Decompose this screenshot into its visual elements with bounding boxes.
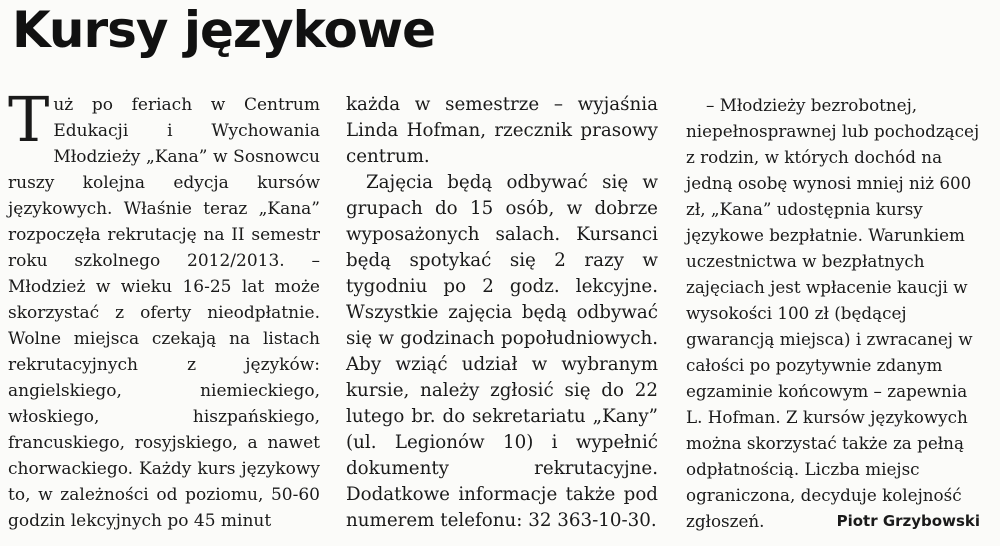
paragraph-intro: uż po feriach w Centrum Edukacji i Wychowania Młodzieży „Kana” w Sosnowcu ruszy kolejna edycja kursów językowych. Właśnie teraz „Kana” rozpoczęła rekrutację na II semestr roku szkolnego 2012/2013. – Młodzież w wieku 16-25 lat może skorzystać z oferty nieodpłatnie. Wolne miejsca czekają na listach rekrutacyjnych z języków: angielskiego, niemieckiego, włoskiego, hiszpańskiego, francuskiego, rosyjskiego, a nawet chorwackiego. Każdy kurs językowy to, w zależności od poziomu, 50-60 godzin lekcyjnych po 45 minut — [8, 95, 320, 531]
headline: Kursy językowe — [12, 1, 435, 59]
drop-cap: T — [8, 83, 50, 156]
column-3 — [686, 92, 980, 534]
author-byline: Piotr Grzybowski — [836, 512, 980, 530]
paragraph-continuation: każda w semestrze – wyjaśnia Linda Hofman, rzecznik prasowy centrum. — [346, 94, 658, 167]
paragraph-classes: Zajęcia będą odbywać się w grupach do 15 osób, w dobrze wyposażonych salach. Kursanci będą spotykać się 2 razy w tygodniu po 2 godz. lekcyjne. Wszystkie zajęcia będą odbywać się w godzinach popołudniowych. Aby wziąć udział w wybranym kursie, należy zgłosić się do 22 lutego br. do sekretariatu „Kany” (ul. Legionów 10) i wypełnić dokumenty rekrutacyjne. Dodatkowe informacje także pod numerem telefonu: 32 363-10-30. — [346, 172, 658, 531]
paragraph-free-courses — [686, 92, 980, 534]
column-2 — [346, 92, 658, 534]
paragraph-free-courses-text: – Młodzieży bezrobotnej, niepełnosprawnej lub pochodzącej z rodzin, w których dochód na jedną osobę wynosi mniej niż 600 zł, „Kana” udostępnia kursy językowe bezpłatnie. Warunkiem uczestnictwa w bezpłatnych zajęciach jest wpłacenie kaucji w wysokości 100 zł (będącej gwarancją miejsca) i zwracanej w całości po pozytywnie zdanym egzaminie końcowym – zapewnia L. Hofman. Z kursów językowych można skorzystać także za pełną odpłatnością. Liczba miejsc ograniczona, decyduje kolejność zgłoszeń. — [686, 95, 980, 531]
column-1 — [8, 83, 320, 534]
